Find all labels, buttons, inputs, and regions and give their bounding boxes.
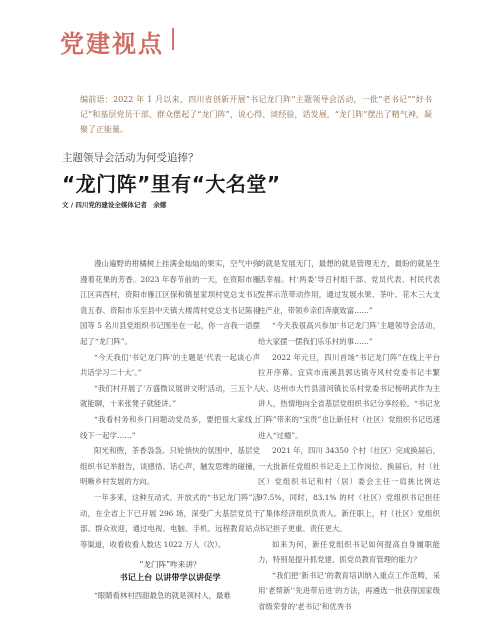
paragraph: “我们村开展了‘万盛微议展讲文明’活动，三五个人就能聊，十来张凳子就能讲。”: [80, 383, 260, 409]
article-byline: 文 / 四川党的建设全媒体记者 余娜: [62, 201, 167, 209]
left-column: [80, 256, 260, 604]
paragraph: 的就是发展无门，最想的就是管理无方，最盼的就是生活幸福。村‘两委’导召村组干部、党员代表、村民代表发挥示范带动作用，通过发展水果、茶叶、花木三大支柱产业，带领乡亲们奔康致富……”: [258, 259, 440, 315]
paragraph: “眼睛看林村西甜最急的就是领村人，最难: [94, 591, 231, 601]
section-title: 党建视点: [60, 30, 164, 58]
sub-heading-question: “龙门阵”咋来讲？: [139, 560, 201, 570]
section-sub-heading: [80, 558, 260, 584]
paragraph: 一年多来，这种互动式、开放式的“书记龙门阵”活动，在全省上下已开展 296 场，深受广大基层党员干部、群众欢迎，通过电视、电脑、手机、远程教育站点等渠道，收看收看人数达 1022 万人（次）。: [80, 492, 260, 549]
section-title-divider: [172, 28, 174, 50]
paragraph: “今天我们‘书记龙门阵’的主题是‘代表一起谈心声 共话学习二十大’。”: [80, 352, 260, 378]
paragraph: “我们把‘新书记’的教育培训纳入重点工作范畴，采用‘老帮新’‘先进带后进’的方法，再遴选一批获得国家级省级荣誉的‘老书记’和优秀书: [258, 570, 440, 612]
editor-note: 编前语：2022 年 1 月以来，四川省创新开展“书记龙门阵”主题领导会活动，一批“老书记”“好书记”和基层党员干部、群众摆起了“龙门阵”，说心得、谈经验，话发展，“龙门阵”摆出了精气神，凝聚了正能量。: [80, 95, 432, 134]
article-subtitle: 主题领导会活动为何受追捧？: [62, 152, 199, 164]
paragraph: 2022 年元旦，四川首场“书记龙门阵”在线上平台拉开序幕。宜宾市南溪县郭达镇寺风村党委书记丰繁夫、达州市大竹县清河镇长乐村党委书记杨明武作为主讲人，热情地向全省基层党组织书记分享经验。“书记龙门阵”带来的“宝贵”也让新任村（社区）党组织书记迅速进入“过瘾”。: [258, 352, 440, 440]
paragraph: 阳光和煦，茶香袅袅。只轮悄快的氛围中，基层党组织书记举报告，谈感悟、话心声，触发思维的碰撞，明晰乡村发展的方向。: [80, 446, 260, 487]
paragraph: “今天我很高兴参加‘书记龙门阵’主题领导会活动，给大家摆一摆我们乐乐村的事……”: [258, 321, 440, 346]
sub-heading-text: 书记上台 以讲带学以讲促学: [119, 572, 221, 583]
header-band: [0, 0, 503, 78]
paragraph: 2021 年，四川 34350 个村（社区）完成换届后，一大批新任党组织书记走上工作岗位。换届后，村（社区）党组织书记和村（居）委会主任一肩挑比例达 97.5%，同时，83.1% 的村（社区）党组织书记担任了集体经济组织负责人。新任职上，村（社区）党组织书记担子更重、责任更大。: [258, 446, 440, 534]
paragraph: 如来为何，新任党组织书记如何提高自身履职能力，特别是提升抓党建、抓党员教育管理的能力？: [258, 539, 440, 565]
right-column: [258, 256, 440, 615]
paragraph: “我看村务和乡门问题动党员多，要把很大家线上线下一起学……”: [80, 414, 260, 440]
article-title: “龙门阵”里有“大名堂”: [62, 172, 281, 196]
paragraph: 漫山遍野的柑橘树上挂满金灿灿的果实，空气中弥漫着花果的芳香。2023 年春节前的一天，在资阳市雁江区宾西村，资阳市雁江区保和镇星家坝村党总支书记袁五春、资阳市乐至县中天镇大楼湾村党总支书记陈祖国等 5 名川县党组织书记围坐在一起，你一言我一语摆起了“龙门阵”。: [80, 259, 260, 346]
